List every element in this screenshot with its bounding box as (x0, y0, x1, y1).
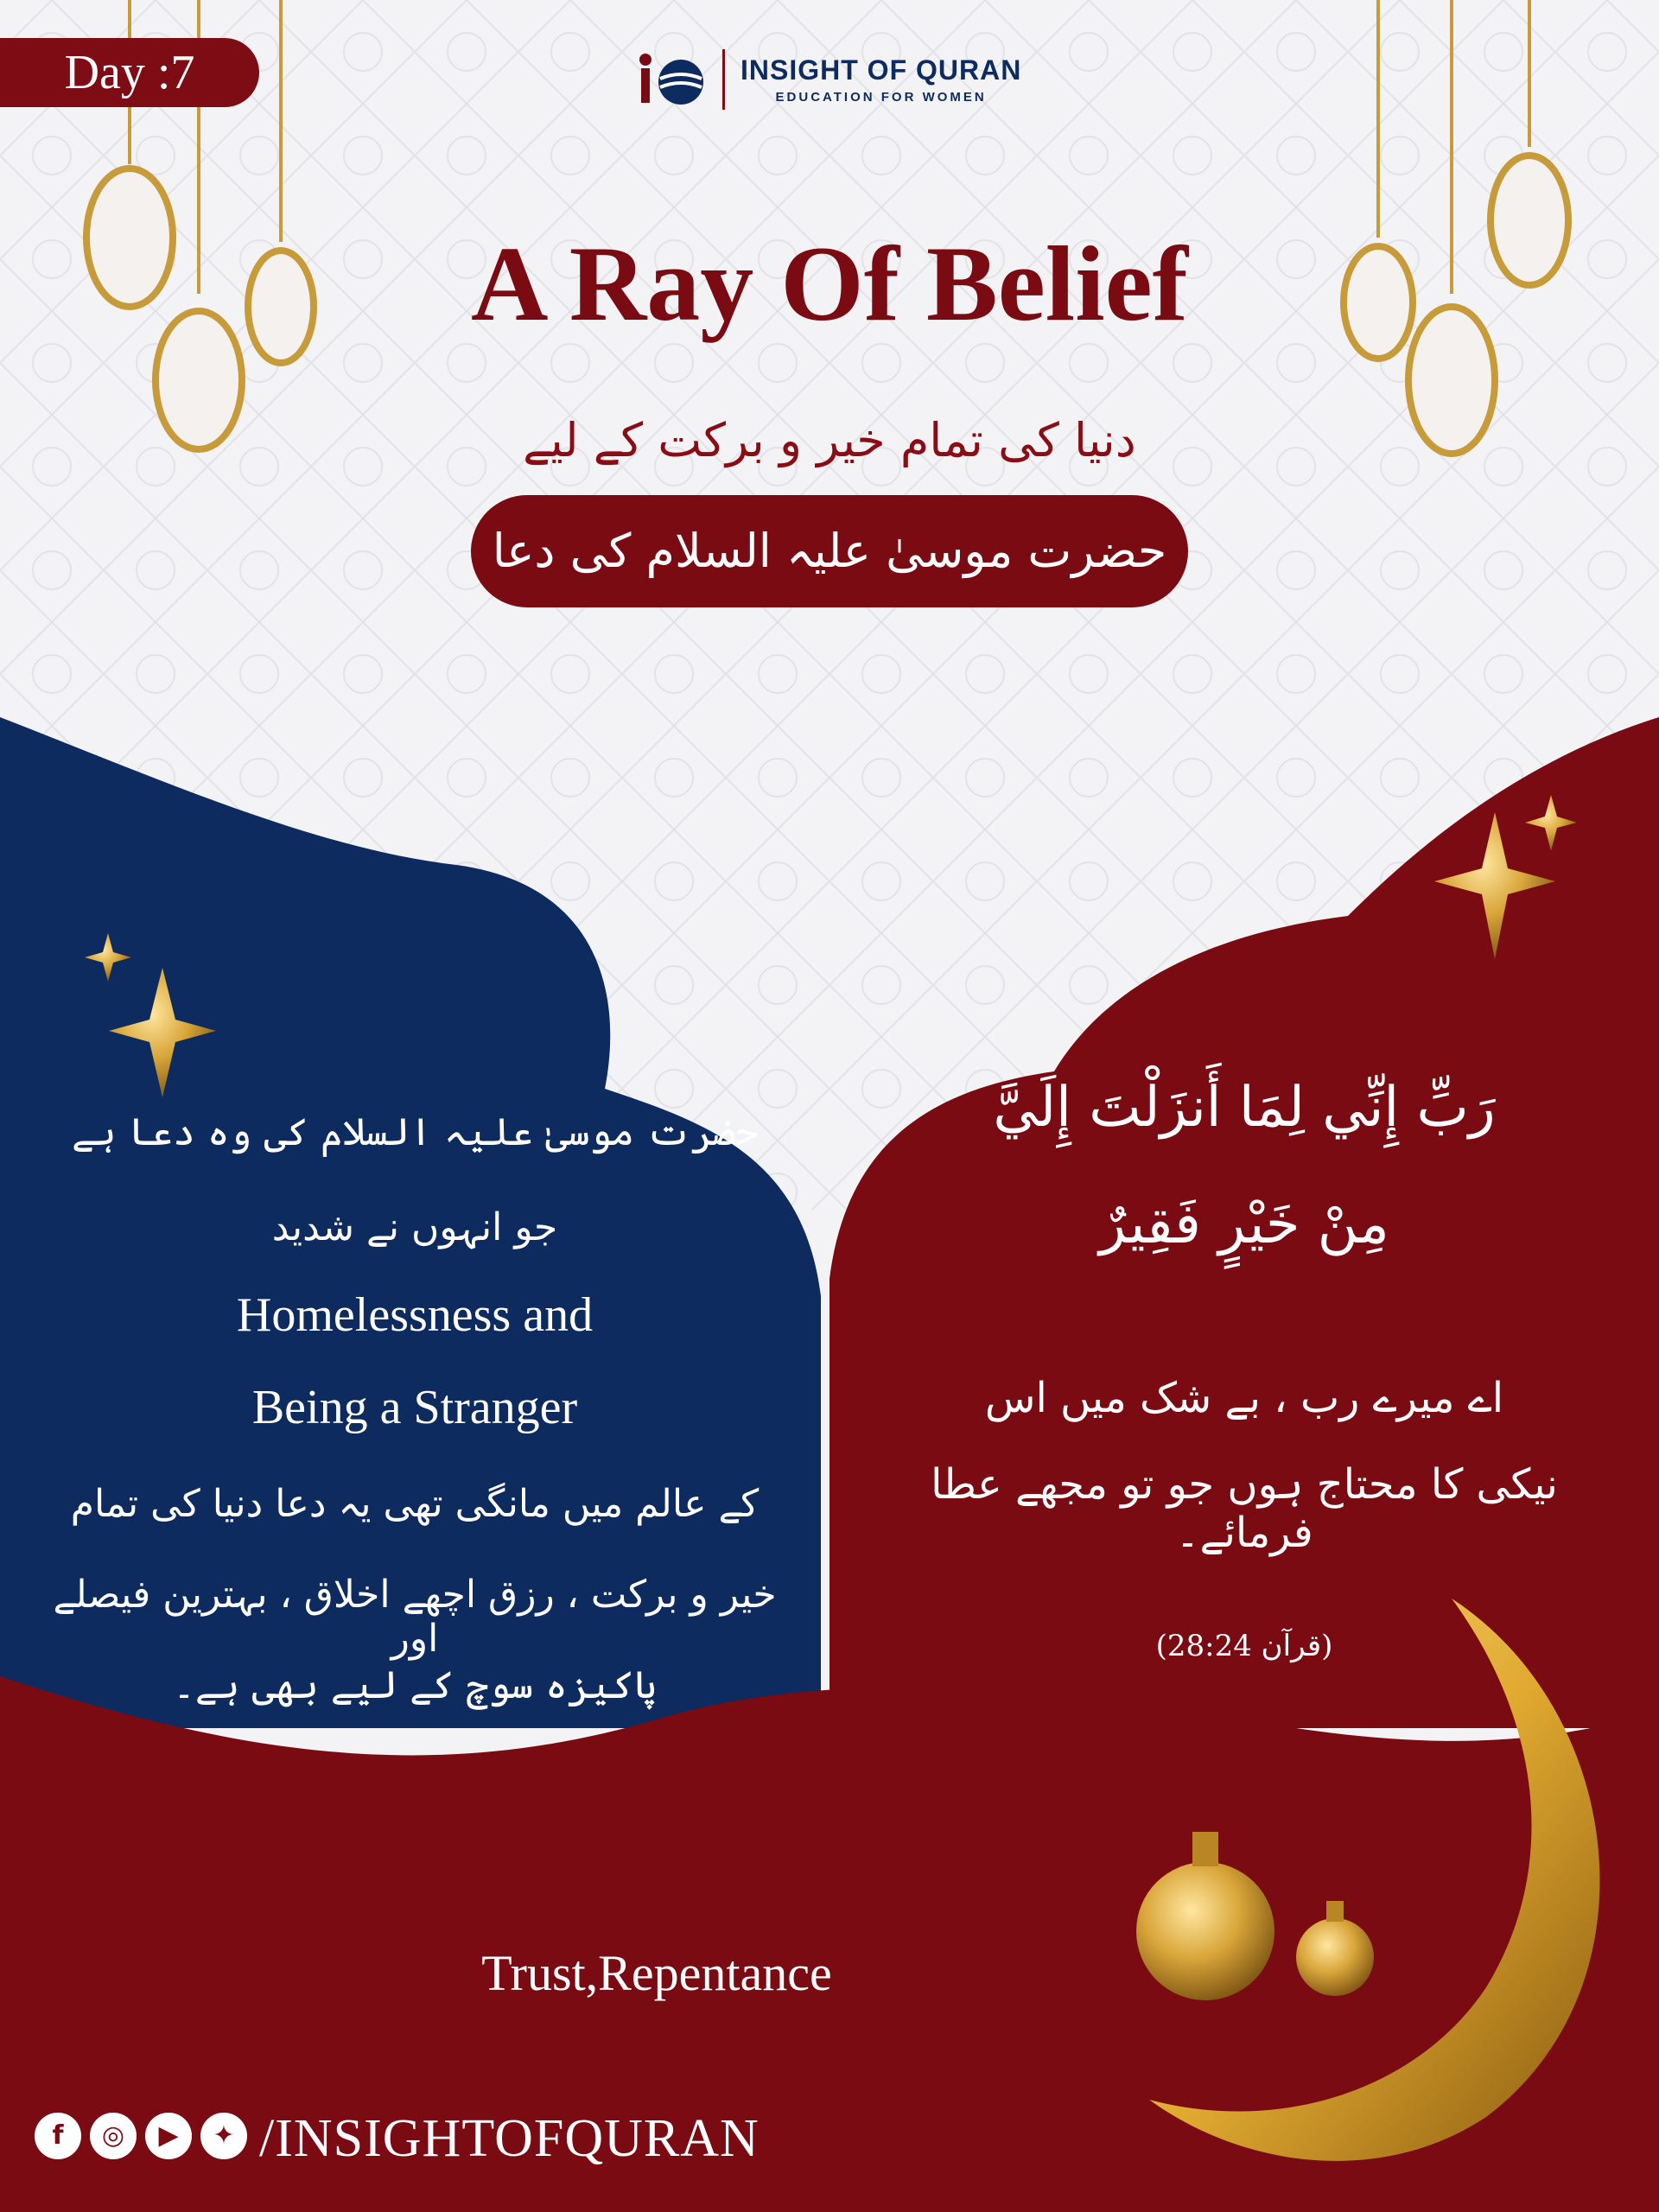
trust-repentance-text: Trust,Repentance (481, 1945, 832, 2001)
left-urdu-line-3: کے عالم میں مانگی تھی یہ دعا دنیا کی تمام (70, 1482, 760, 1526)
left-urdu-line-2: جو انہوں نے شدید (271, 1205, 558, 1249)
arabic-line-1: رَبِّ إِنِّي لِمَا أَنزَلْتَ إِلَيَّ (993, 1076, 1496, 1140)
subtitle-urdu: دنیا کی تمام خیر و برکت کے لیے (523, 413, 1136, 467)
social-handle[interactable]: /INSIGHTOFQURAN (259, 2109, 760, 2168)
twitter-icon[interactable]: ✦ (200, 2113, 247, 2159)
brand-tagline: EDUCATION FOR WOMEN (775, 90, 987, 105)
logo-icon (638, 49, 707, 110)
page-title: A Ray Of Belief (471, 225, 1188, 343)
day-badge: Day :7 (0, 38, 259, 107)
brand-separator (722, 49, 725, 110)
brand-logo (638, 45, 1021, 114)
brand-name: INSIGHT OF QURAN (741, 54, 1022, 86)
right-urdu-line-1: اے میرے رب ، بے شک میں اس (984, 1374, 1504, 1422)
right-urdu-line-2: نیکی کا محتاج ہوں جو تو مجھے عطا فرمائے۔ (931, 1460, 1558, 1557)
left-urdu-line-4: خیر و برکت ، رزق اچھے اخلاق ، بہترین فیصلے اور (53, 1573, 777, 1661)
youtube-icon[interactable]: ▶ (145, 2113, 192, 2159)
facebook-icon[interactable]: f (35, 2113, 81, 2159)
left-english-line-2: Being a Stranger (251, 1381, 578, 1434)
dua-title-pill: حضرت موسیٰ علیہ السلام کی دعا (471, 495, 1188, 607)
left-urdu-line-1: حضرت موسیٰ علیہ السلام کی وہ دعا ہے (72, 1110, 758, 1154)
left-urdu-line-5: پاکیزہ سوچ کے لیے بھی ہے۔ (173, 1663, 657, 1707)
arabic-line-2: مِنْ خَيْرٍ فَقِيرٌ (1099, 1192, 1389, 1256)
instagram-icon[interactable]: ◎ (90, 2113, 137, 2159)
quran-reference: (قرآن 28:24) (1155, 1629, 1333, 1663)
left-english-line-1: Homelessness and (236, 1288, 594, 1342)
